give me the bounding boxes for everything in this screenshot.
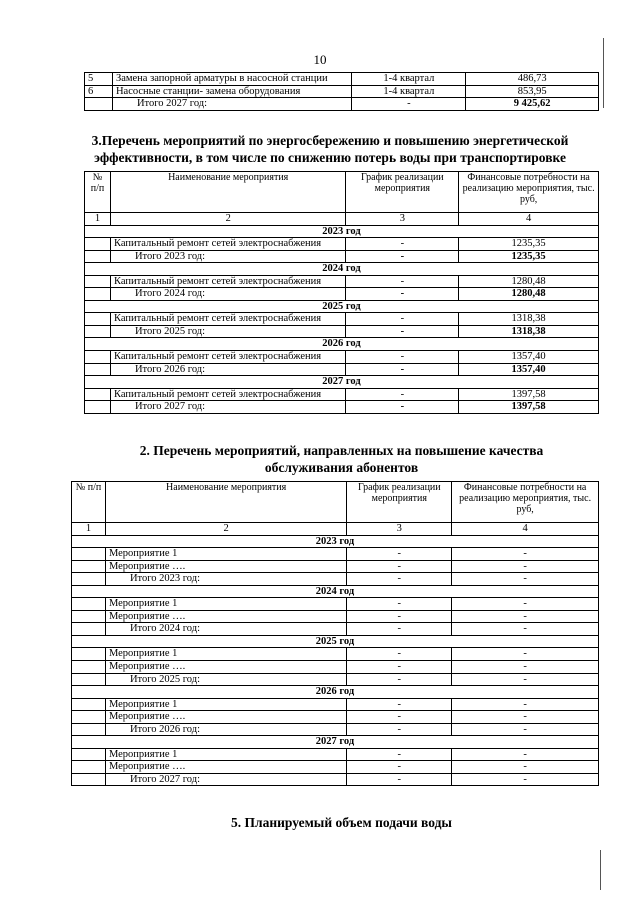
row-no: 6	[85, 85, 113, 98]
row-amount: -	[452, 711, 599, 724]
row-no	[85, 363, 111, 376]
table-row	[72, 560, 599, 573]
row-schedule: -	[346, 275, 459, 288]
row-amount: 1318,38	[459, 313, 599, 326]
row-name: Мероприятие 1	[105, 698, 346, 711]
table-row	[72, 661, 599, 674]
row-schedule: -	[347, 711, 452, 724]
total-schedule: -	[347, 723, 452, 736]
year-label: 2027 год	[85, 376, 599, 389]
row-name: Мероприятие ….	[105, 560, 346, 573]
row-name: Мероприятие ….	[105, 661, 346, 674]
year-label: 2024 год	[85, 263, 599, 276]
row-no	[85, 288, 111, 301]
row-no	[85, 401, 111, 414]
row-schedule: -	[347, 761, 452, 774]
header-name: Наименование мероприятия	[110, 172, 345, 213]
table-row	[85, 238, 599, 251]
row-schedule: 1-4 квартал	[352, 85, 466, 98]
table-row	[72, 698, 599, 711]
row-amount: 853,95	[466, 85, 599, 98]
row-no	[72, 673, 106, 686]
total-schedule: -	[346, 363, 459, 376]
section2-table	[71, 481, 599, 786]
row-no	[72, 711, 106, 724]
total-schedule: -	[347, 773, 452, 786]
total-row	[72, 723, 599, 736]
total-amount: 1397,58	[459, 401, 599, 414]
year-label: 2025 год	[85, 300, 599, 313]
top-table	[84, 72, 599, 111]
section3-title: 3.Перечень мероприятий по энергосбережению и повышению энергетической эффективности, в том числе по снижению потерь воды при транспортировке	[91, 133, 569, 165]
total-schedule: -	[347, 673, 452, 686]
row-schedule: -	[347, 698, 452, 711]
table-row	[72, 648, 599, 661]
row-no	[85, 325, 111, 338]
total-row	[85, 288, 599, 301]
row-schedule: -	[347, 560, 452, 573]
row-no	[72, 610, 106, 623]
total-amount: 1235,35	[459, 250, 599, 263]
total-row	[85, 98, 599, 111]
row-schedule: 1-4 квартал	[352, 73, 466, 86]
section2-title: 2. Перечень мероприятий, направленных на повышение качества обслуживания абонентов	[139, 443, 544, 475]
column-number-row: 1 2 3 4	[85, 213, 599, 226]
total-amount: 1280,48	[459, 288, 599, 301]
total-schedule: -	[346, 250, 459, 263]
scan-edge-mark	[600, 850, 601, 890]
row-schedule: -	[346, 238, 459, 251]
total-schedule: -	[347, 573, 452, 586]
row-amount: -	[452, 648, 599, 661]
year-row	[72, 635, 599, 648]
row-no	[72, 623, 106, 636]
year-row	[85, 225, 599, 238]
year-label: 2025 год	[72, 635, 599, 648]
total-schedule: -	[346, 325, 459, 338]
row-name: Мероприятие 1	[105, 748, 346, 761]
row-amount: 1357,40	[459, 351, 599, 364]
total-row	[72, 773, 599, 786]
row-amount: -	[452, 610, 599, 623]
total-amount: -	[452, 723, 599, 736]
row-amount: -	[452, 560, 599, 573]
row-no	[72, 723, 106, 736]
row-name: Капитальный ремонт сетей электроснабжения	[110, 238, 345, 251]
row-no	[72, 773, 106, 786]
table-row	[85, 351, 599, 364]
row-no	[72, 661, 106, 674]
row-no	[72, 748, 106, 761]
row-amount: 1397,58	[459, 388, 599, 401]
table-row	[72, 761, 599, 774]
header-no: № п/п	[85, 172, 111, 213]
total-amount: 9 425,62	[466, 98, 599, 111]
year-row	[85, 300, 599, 313]
row-no	[72, 761, 106, 774]
header-schedule: График реализации мероприятия	[346, 172, 459, 213]
year-row	[85, 263, 599, 276]
row-no	[85, 250, 111, 263]
row-schedule: -	[347, 610, 452, 623]
year-label: 2026 год	[72, 686, 599, 699]
total-label: Итого 2027 год:	[105, 773, 346, 786]
total-amount: -	[452, 623, 599, 636]
total-amount: -	[452, 773, 599, 786]
total-row	[72, 673, 599, 686]
row-schedule: -	[347, 648, 452, 661]
table-row	[72, 711, 599, 724]
year-row	[72, 585, 599, 598]
total-schedule: -	[346, 401, 459, 414]
row-name: Мероприятие ….	[105, 711, 346, 724]
row-schedule: -	[347, 548, 452, 561]
row-no	[72, 573, 106, 586]
total-amount: -	[452, 673, 599, 686]
table-row	[72, 610, 599, 623]
row-name: Мероприятие 1	[105, 598, 346, 611]
total-amount: -	[452, 573, 599, 586]
row-amount: -	[452, 748, 599, 761]
row-amount: 1280,48	[459, 275, 599, 288]
year-label: 2023 год	[72, 535, 599, 548]
header-row	[85, 172, 599, 213]
row-schedule: -	[347, 661, 452, 674]
page-number: 10	[313, 52, 327, 67]
table-row	[72, 748, 599, 761]
row-amount: 486,73	[466, 73, 599, 86]
row-name: Капитальный ремонт сетей электроснабжения	[110, 388, 345, 401]
total-row	[72, 573, 599, 586]
table-row	[85, 85, 599, 98]
row-no	[72, 548, 106, 561]
row-amount: -	[452, 698, 599, 711]
total-label: Итого 2024 год:	[110, 288, 345, 301]
table-row	[85, 73, 599, 86]
total-label: Итого 2026 год:	[105, 723, 346, 736]
row-amount: -	[452, 661, 599, 674]
year-row	[72, 686, 599, 699]
row-no	[85, 275, 111, 288]
table-row	[72, 548, 599, 561]
row-name: Мероприятие ….	[105, 610, 346, 623]
row-amount: 1235,35	[459, 238, 599, 251]
year-row	[72, 736, 599, 749]
total-row	[85, 250, 599, 263]
row-no	[72, 648, 106, 661]
total-label: Итого 2027 год:	[110, 401, 345, 414]
row-no	[72, 560, 106, 573]
scan-edge-mark	[603, 38, 604, 108]
year-row	[85, 338, 599, 351]
year-label: 2024 год	[72, 585, 599, 598]
header-finance: Финансовые потребности на реализацию мероприятия, тыс. руб,	[459, 172, 599, 213]
row-name: Замена запорной арматуры в насосной станции	[112, 73, 352, 86]
year-row	[85, 376, 599, 389]
year-label: 2027 год	[72, 736, 599, 749]
total-row	[85, 401, 599, 414]
total-label: Итого 2023 год:	[110, 250, 345, 263]
row-name: Капитальный ремонт сетей электроснабжения	[110, 313, 345, 326]
header-no: № п/п	[72, 482, 106, 523]
row-no	[85, 351, 111, 364]
row-amount: -	[452, 548, 599, 561]
row-name: Мероприятие 1	[105, 648, 346, 661]
row-no	[85, 313, 111, 326]
table-row	[85, 388, 599, 401]
total-row	[72, 623, 599, 636]
row-schedule: -	[346, 388, 459, 401]
section3-table	[84, 171, 599, 414]
total-label: Итого 2025 год:	[105, 673, 346, 686]
row-no	[72, 698, 106, 711]
section5-title: 5. Планируемый объем подачи воды	[231, 815, 452, 830]
total-label: Итого 2025 год:	[110, 325, 345, 338]
total-schedule: -	[346, 288, 459, 301]
row-name: Насосные станции- замена оборудования	[112, 85, 352, 98]
total-label: Итого 2026 год:	[110, 363, 345, 376]
total-schedule: -	[352, 98, 466, 111]
total-label: Итого 2027 год:	[112, 98, 352, 111]
row-name: Капитальный ремонт сетей электроснабжения	[110, 351, 345, 364]
row-schedule: -	[347, 598, 452, 611]
total-label: Итого 2023 год:	[105, 573, 346, 586]
total-row	[85, 363, 599, 376]
row-amount: -	[452, 598, 599, 611]
table-row	[85, 275, 599, 288]
header-finance: Финансовые потребности на реализацию мероприятия, тыс. руб,	[452, 482, 599, 523]
header-schedule: График реализации мероприятия	[347, 482, 452, 523]
year-row	[72, 535, 599, 548]
header-row	[72, 482, 599, 523]
total-schedule: -	[347, 623, 452, 636]
row-name: Капитальный ремонт сетей электроснабжения	[110, 275, 345, 288]
total-amount: 1357,40	[459, 363, 599, 376]
table-row	[72, 598, 599, 611]
table-row	[85, 313, 599, 326]
total-label: Итого 2024 год:	[105, 623, 346, 636]
row-amount: -	[452, 761, 599, 774]
row-no: 5	[85, 73, 113, 86]
row-name: Мероприятие ….	[105, 761, 346, 774]
column-number-row: 1 2 3 4	[72, 523, 599, 536]
row-no	[72, 598, 106, 611]
total-amount: 1318,38	[459, 325, 599, 338]
row-no	[85, 238, 111, 251]
row-name: Мероприятие 1	[105, 548, 346, 561]
year-label: 2026 год	[85, 338, 599, 351]
header-name: Наименование мероприятия	[105, 482, 346, 523]
total-row	[85, 325, 599, 338]
row-schedule: -	[347, 748, 452, 761]
row-schedule: -	[346, 351, 459, 364]
row-no	[85, 388, 111, 401]
row-schedule: -	[346, 313, 459, 326]
year-label: 2023 год	[85, 225, 599, 238]
